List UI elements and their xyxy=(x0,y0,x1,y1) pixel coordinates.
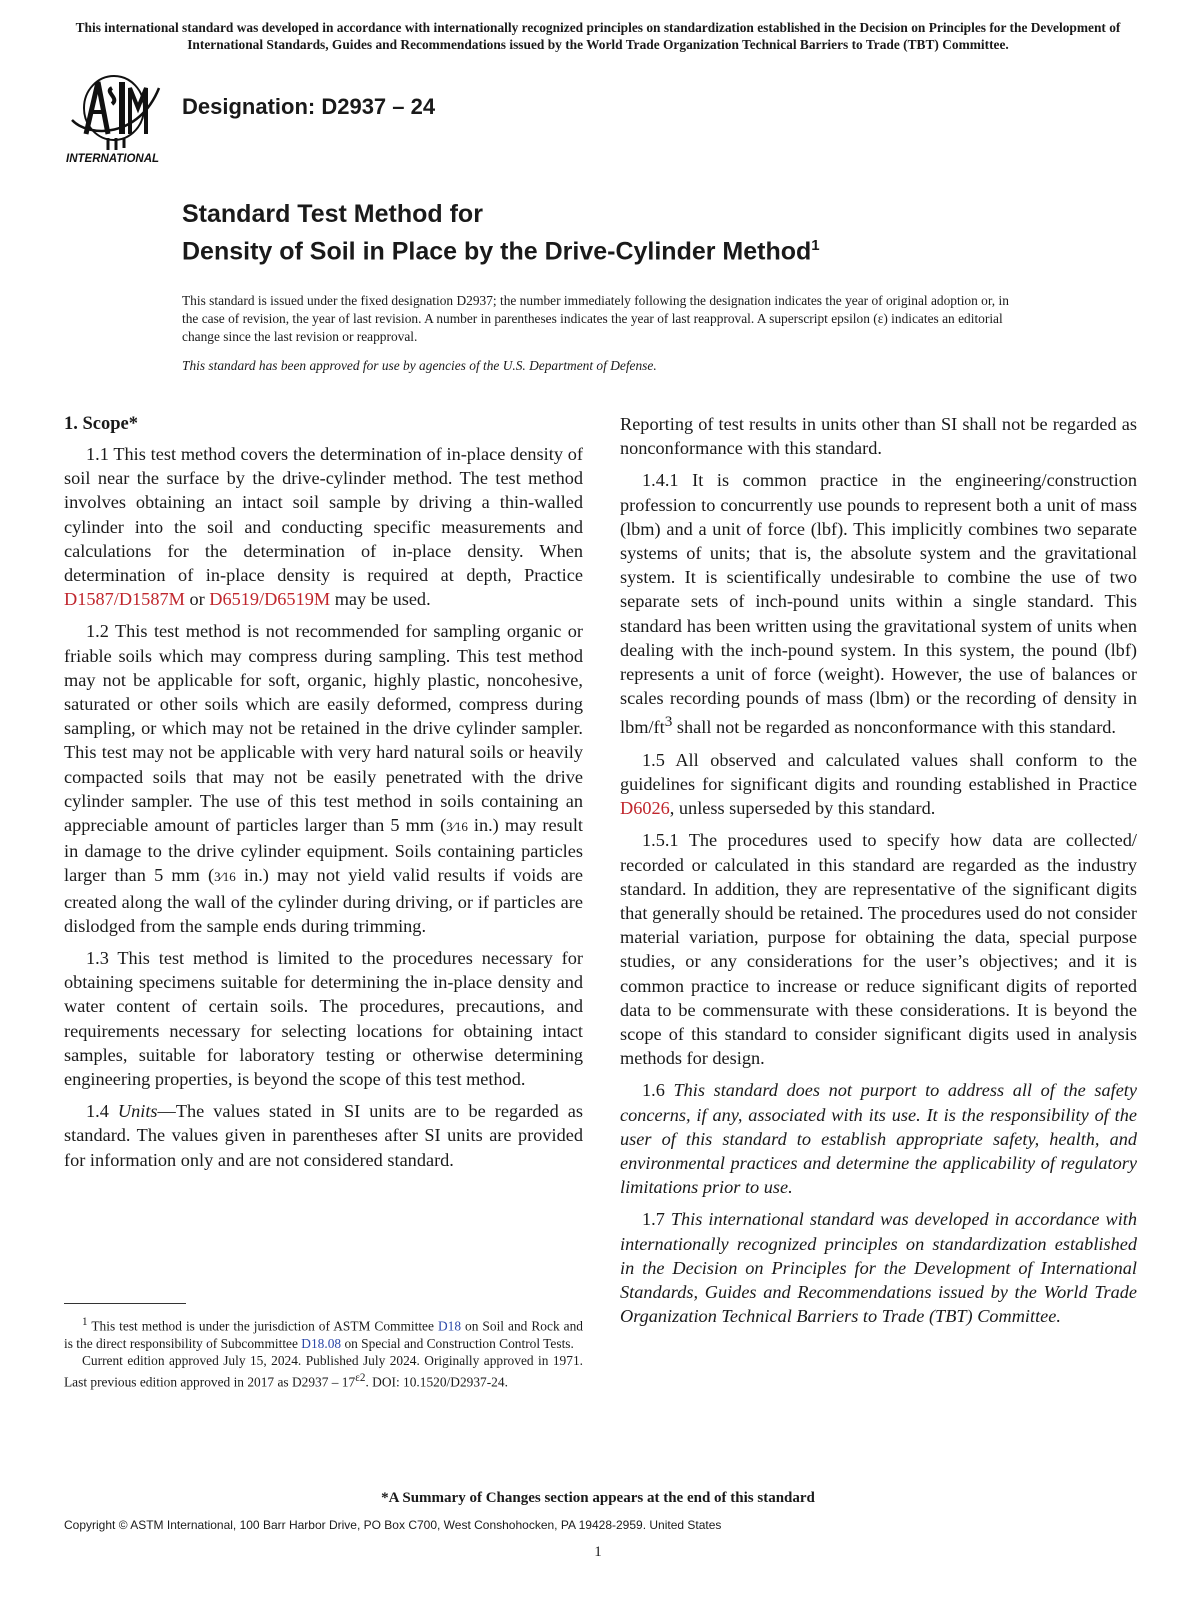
footnote-text-a: This test method is under the jurisdiction of ASTM Committee xyxy=(87,1318,438,1334)
link-d6519[interactable]: D6519/D6519M xyxy=(209,589,331,610)
para-1-4 xyxy=(64,1099,583,1172)
para-1-2 xyxy=(64,619,583,938)
para-1-4-text: —The values stated in SI units are to be regarded as standard. The values given in parentheses after SI units are provided for information only and are not considered standard. xyxy=(64,1101,583,1170)
title-line-1: Standard Test Method for xyxy=(182,200,483,228)
para-1-5-1: 1.5.1 The procedures used to specify how data are collected/ recorded or calculated in this standard are regarded as the industry standard. In addition, they are representative of the significant digits that generally should be retained. The procedures used do not consider material variation, purpose for obtaining the data, special purpose studies, or any considerations for the user’s objectives; and it is common practice to increase or reduce significant digits of reported data to be commensurate with these considerations. It is beyond the scope of this standard to consider significant digits used in analysis methods for design. xyxy=(620,830,1137,1069)
footnote-epsilon: ε2 xyxy=(355,1371,366,1384)
para-1-5-end: , unless superseded by this standard. xyxy=(669,798,936,819)
cubic-superscript: 3 xyxy=(664,713,673,731)
para-1-7-text: This international standard was developed in accordance with internationally recognized principles on standardization established in the Decision on Principles for the Development of International Standards, Guides and Recommendations issued by the World Trade Organization Technical Barriers to Trade (TBT) Committee. xyxy=(620,1209,1138,1327)
para-1-2-text-a: 1.2 This test method is not recommended for sampling organic or friable soils which may compress during sampling. This test method may not be applicable for soft, organic, highly plastic, noncohesive, saturated or other soils which are easily deformed, compress during sampling, or which may not be retained in the drive cylinder sampler. This test may not be applicable with very hard natural soils or heavily compacted soils that may not be easily penetrated with the drive cylinder sampler. The use of this test method in soils containing an appreciable amount of particles larger than 5 mm ( xyxy=(64,621,583,836)
scope-heading: 1. Scope* xyxy=(64,414,138,434)
para-1-2-text-c: in.) may not yield valid results if voids are created along the wall of the cylinder during driving, or if particles are dislodged from the sample ends during trimming. xyxy=(64,865,584,936)
para-1-5-text: 1.5 All observed and calculated values shall conform to the guidelines for significant digits and rounding established in Practice xyxy=(620,749,1137,794)
tbt-notice: This international standard was developed in accordance with internationally recognized principles on standardization established in the Decision on Principles for the Development of International Standards, Guides and Recommendations issued by the World Trade Organization Technical Barriers to Trade (TBT) Committee. xyxy=(75,20,1121,52)
para-1-6-text: This standard does not purport to address all of the safety concerns, if any, associated with its use. It is the responsibility of the user of this standard to establish appropriate safety, health, and environmental practices and determine the applicability of regulatory limitations prior to use. xyxy=(620,1080,1138,1198)
page-number: 1 xyxy=(594,1544,602,1560)
fraction-3-16: 3⁄16 xyxy=(446,819,468,835)
para-1-7-num: 1.7 xyxy=(642,1209,671,1230)
right-column xyxy=(620,412,1137,1336)
designation: Designation: D2937 – 24 xyxy=(182,94,436,119)
title-line-2 xyxy=(182,230,820,267)
summary-of-changes-note: *A Summary of Changes section appears at the end of this standard xyxy=(381,1490,815,1506)
para-1-1-or: or xyxy=(184,589,210,610)
link-d1587[interactable]: D1587/D1587M xyxy=(64,589,185,610)
para-1-5 xyxy=(620,748,1137,821)
footnote-text-b: on Soil and Rock and is the direct responsibility of Subcommittee xyxy=(64,1318,583,1351)
footnote-doi: . DOI: 10.1520/D2937-24. xyxy=(365,1374,508,1390)
title-line-2-text: Density of Soil in Place by the Drive-Cylinder Method xyxy=(182,237,812,266)
footnote-line-1 xyxy=(64,1314,583,1352)
para-1-4-1-end: shall not be regarded as nonconformance with this standard. xyxy=(672,717,1117,738)
para-1-4-units: Units xyxy=(117,1101,158,1122)
logo-international-text: INTERNATIONAL xyxy=(66,153,160,165)
link-d6026[interactable]: D6026 xyxy=(620,798,670,819)
para-1-6 xyxy=(620,1078,1137,1199)
issued-note: This standard is issued under the fixed designation D2937; the number immediately following the designation indicates the year of original adoption or, in the case of revision, the year of last revision. A number in parentheses indicates the year of last reapproval. A superscript epsilon (ε) indicates an editorial change since the last revision or reapproval. xyxy=(182,293,1009,344)
link-d18[interactable]: D18 xyxy=(437,1318,462,1334)
copyright: Copyright © ASTM International, 100 Barr Harbor Drive, PO Box C700, West Conshohocken, PA 19428-2959. United States xyxy=(64,1518,722,1532)
para-1-1-end: may be used. xyxy=(330,589,431,610)
footnote xyxy=(64,1314,583,1391)
title-footnote-mark: 1 xyxy=(811,237,820,254)
link-d18-08[interactable]: D18.08 xyxy=(301,1335,342,1351)
footnote-edition-text: Current edition approved July 15, 2024. Published July 2024. Originally approved in 1971. Last previous edition approved in 2017 as D2937 – 17 xyxy=(64,1353,583,1390)
footnote-line-2 xyxy=(64,1352,583,1390)
document-title xyxy=(182,198,820,267)
para-1-2-text-b: in.) may result in damage to the drive cylinder equipment. Soils containing particles larger than 5 mm ( xyxy=(64,815,583,886)
para-1-4-continued: Reporting of test results in units other than SI shall not be regarded as nonconformance with this standard. xyxy=(620,414,1137,459)
para-1-6-num: 1.6 xyxy=(642,1080,674,1101)
para-1-4-1 xyxy=(620,468,1137,739)
dod-note: This standard has been approved for use by agencies of the U.S. Department of Defense. xyxy=(182,358,657,373)
footnote-text-c: on Special and Construction Control Tests. xyxy=(341,1335,574,1351)
para-1-4-1-text: 1.4.1 It is common practice in the engineering/construction profession to concurrently use pounds to represent both a unit of mass (lbm) and a unit of force (lbf). This implicitly combines two separate systems of units; that is, the absolute system and the gravitational system. It is scientifically undesirable to combine the use of two separate sets of inch-pound units within a single standard. This standard has been written using the gravitational system of units when dealing with the inch-pound system. In this system, the pound (lbf) represents a unit of force (weight). However, the use of balances or scales recording pounds of mass (lbm) or the recording of density in lbm/ft xyxy=(620,470,1137,738)
para-1-1-text: 1.1 This test method covers the determination of in-place density of soil near the surface by the drive-cylinder method. The test method involves obtaining an intact soil sample by driving a thin-walled cylinder into the soil and conducting specific measurements and calculations for the determination of in-place density. When determination of in-place density is required at depth, Practice xyxy=(64,444,583,586)
footnote-divider xyxy=(64,1303,186,1304)
fraction-3-16-second: 3⁄16 xyxy=(214,869,236,885)
para-1-3: 1.3 This test method is limited to the procedures necessary for obtaining specimens suitable for determining the in-place density and water content of certain soils. The procedures, precautions, and requirements necessary for selecting locations for obtaining intact samples, suitable for laboratory testing or otherwise determining engineering properties, is beyond the scope of this test method. xyxy=(64,948,583,1090)
astm-logo-icon xyxy=(64,68,170,168)
para-1-4-num: 1.4 xyxy=(86,1101,118,1122)
para-1-7 xyxy=(620,1207,1137,1328)
left-column xyxy=(64,412,583,1180)
astm-logo xyxy=(64,68,170,168)
para-1-1 xyxy=(64,442,583,611)
footnote-mark: 1 xyxy=(82,1316,88,1328)
